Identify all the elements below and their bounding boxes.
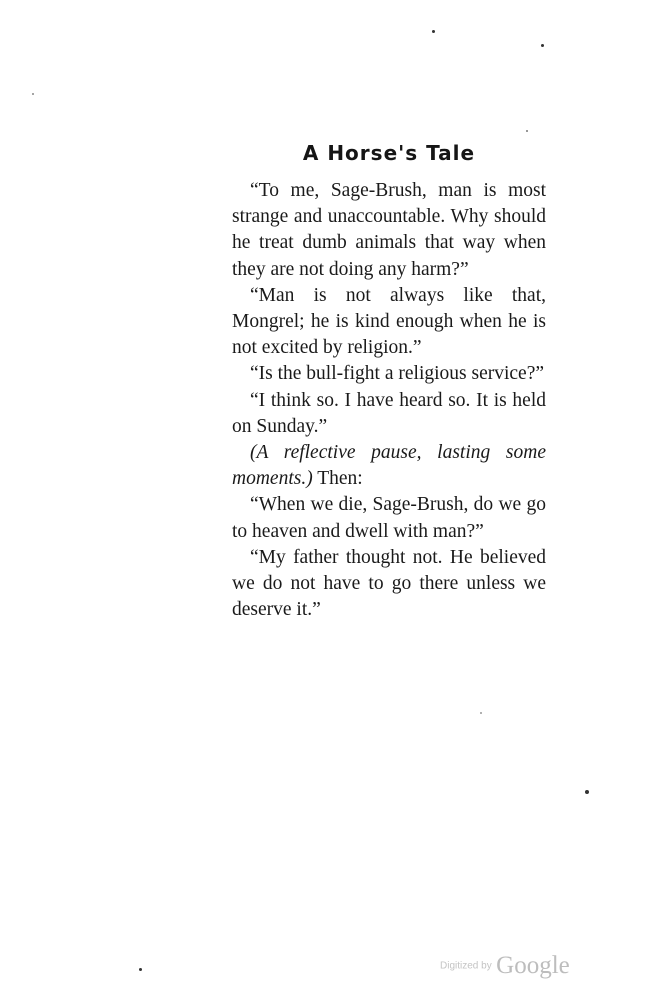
paragraph-5 xyxy=(232,440,546,492)
running-head: A Horse's Tale xyxy=(302,141,476,165)
scan-speck xyxy=(585,790,589,794)
scan-speck xyxy=(32,93,34,95)
paragraph-5-tail: Then: xyxy=(312,468,363,490)
digitized-watermark xyxy=(440,952,570,980)
body-text xyxy=(232,178,546,623)
scan-speck xyxy=(480,712,482,714)
scan-speck xyxy=(139,968,142,971)
paragraph-1: “To me, Sage-Brush, man is most strange and unaccountable. Why should he treat dumb animals that way when they are not doing any harm?” xyxy=(232,180,546,280)
paragraph-4: “I think so. I have heard so. It is held on Sunday.” xyxy=(232,389,546,437)
paragraph-6: “When we die, Sage-Brush, do we go to heaven and dwell with man?” xyxy=(232,494,546,542)
google-logo: Google xyxy=(496,952,570,979)
stage-direction: (A reflective pause, lasting some moments.) xyxy=(232,442,546,490)
watermark-prefix: Digitized by xyxy=(440,960,492,972)
paragraph-2: “Man is not always like that, Mongrel; he is kind enough when he is not excited by religion.” xyxy=(232,284,546,359)
paragraph-7: “My father thought not. He believed we do not have to go there unless we deserve it.” xyxy=(232,546,546,621)
paragraph-3: “Is the bull-fight a religious service?” xyxy=(250,363,545,385)
scan-speck xyxy=(432,30,435,33)
scan-speck xyxy=(541,44,544,47)
scan-speck xyxy=(526,130,528,132)
